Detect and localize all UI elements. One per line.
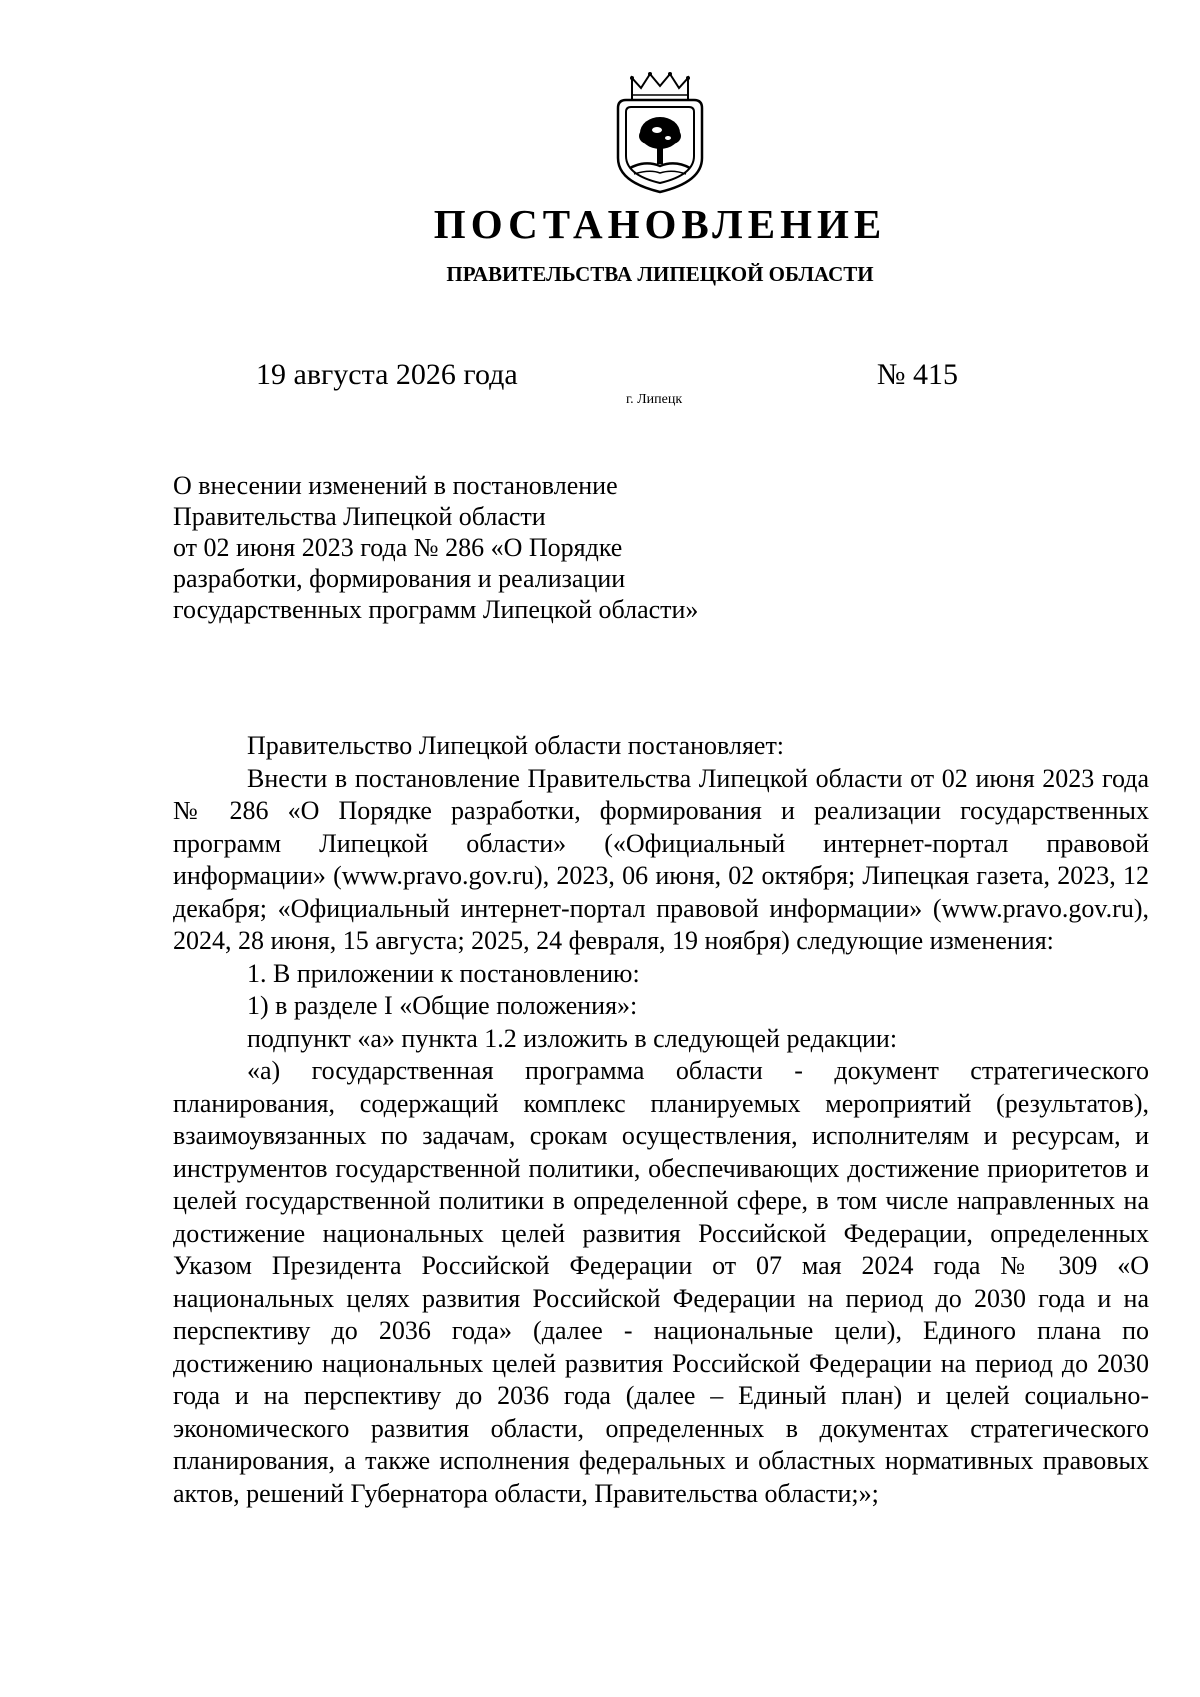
subject-line: О внесении изменений в постановление xyxy=(173,471,618,500)
subject-line: государственных программ Липецкой области» xyxy=(173,595,699,624)
document-subtitle: ПРАВИТЕЛЬСТВА ЛИПЕЦКОЙ ОБЛАСТИ xyxy=(446,262,874,286)
subject-line: от 02 июня 2023 года № 286 «О Порядке xyxy=(173,533,623,562)
document-body xyxy=(173,730,1149,1510)
item-1: 1. В приложении к постановлению: xyxy=(247,958,640,988)
document-city: г. Липецк xyxy=(626,392,683,407)
document-date: 19 августа 2026 года xyxy=(256,358,518,391)
subject-line: Правительства Липецкой области xyxy=(173,502,546,531)
intro-paragraph: Правительство Липецкой области постановляет: xyxy=(247,731,785,760)
document-title: ПОСТАНОВЛЕНИЕ xyxy=(433,201,887,247)
document-number: № 415 xyxy=(876,358,958,391)
amendment-paragraph: Внести в постановление Правительства Липецкой области от 02 июня 2023 года № 286 «О Порядке разработки, формирования и реализации государственных программ Липецкой области» («Официальный интернет-портал правовой информации» (www.pravo.gov.ru), 2023, 06 июня, 02 октября; Липецкая газета, 2023, 12 декабря; «Официальный интернет-портал правовой информации» (www.pravo.gov.ru), 2024, 28 июня, 15 августа; 2025, 24 февраля, 19 ноября) следующие изменения: xyxy=(173,763,1149,955)
subject-line: разработки, формирования и реализации xyxy=(173,564,626,593)
lipetsk-coat-of-arms-icon xyxy=(610,70,710,195)
item-1-1: 1) в разделе I «Общие положения»: xyxy=(247,991,638,1020)
document-subject xyxy=(173,470,698,625)
definition-paragraph: «а) государственная программа области - документ стратегического планирования, содержащий комплекс планируемых мероприятий (результатов), взаимоувязанных по задачам, срокам осуществления, исполнителям и ресурсам, и инструментов государственной политики, обеспечивающих достижение приоритетов и целей государственной политики в определенной сфере, в том числе направленных на достижение национальных целей развития Российской Федерации, определенных Указом Президента Российской Федерации от 07 мая 2024 года № 309 «О национальных целях развития Российской Федерации на период до 2030 года и на перспективу до 2036 года» (далее - национальные цели), Единого плана по достижению национальных целей развития Российской Федерации на период до 2030 года и на перспективу до 2036 года (далее – Единый план) и целей социально-экономического развития области, определенных в документах стратегического планирования, а также исполнения федеральных и областных нормативных правовых актов, решений Губернатора области, Правительства области;»; xyxy=(173,1056,1149,1508)
subitem-instruction: подпункт «а» пункта 1.2 изложить в следующей редакции: xyxy=(247,1023,898,1053)
